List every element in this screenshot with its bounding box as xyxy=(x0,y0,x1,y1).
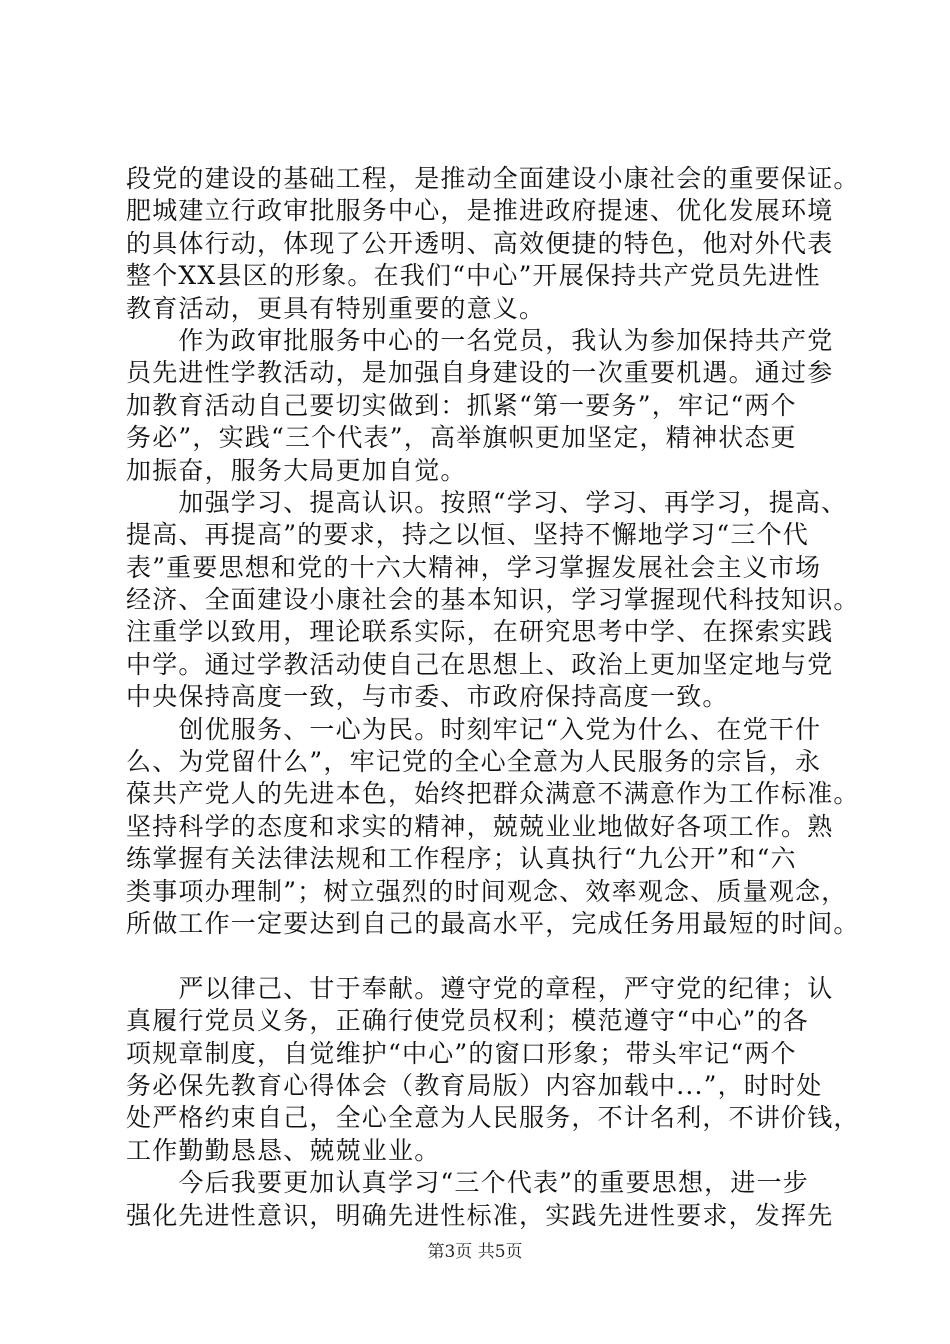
page-footer: 第3页 共5页 xyxy=(427,1242,523,1262)
text-line: 葆共产党人的先进本色，始终把群众满意不满意作为工作标准。 xyxy=(126,779,860,809)
text-line: 加教育活动自己要切实做到：抓紧“第一要务”，牢记“两个 xyxy=(126,390,797,420)
text-line: 强化先进性意识，明确先进性标准，实践先进性要求，发挥先 xyxy=(126,1200,834,1230)
paragraph-gap xyxy=(126,940,846,972)
text-line: 整个XX县区的形象。在我们“中心”开展保持共产党员先进性 xyxy=(126,261,821,291)
text-line: 创优服务、一心为民。时刻牢记“入党为什么、在党干什 xyxy=(126,714,822,744)
text-line: 注重学以致用，理论联系实际，在研究思考中学、在探索实践 xyxy=(126,617,834,647)
document-body xyxy=(126,163,860,1232)
text-line: 的具体行动，体现了公开透明、高效便捷的特色，他对外代表 xyxy=(126,228,834,258)
text-line: 员先进性学教活动，是加强自身建设的一次重要机遇。通过参 xyxy=(126,358,834,388)
text-line: 表”重要思想和党的十六大精神，学习掌握发展社会主义市场 xyxy=(126,552,822,582)
text-line: 处严格约束自己，全心全意为人民服务，不计名利，不讲价钱， xyxy=(126,1103,860,1133)
text-line: 肥城建立行政审批服务中心，是推进政府提速、优化发展环境 xyxy=(126,196,834,226)
text-line: 类事项办理制”；树立强烈的时间观念、效率观念、质量观念， xyxy=(126,876,848,906)
text-line: 段党的建设的基础工程，是推动全面建设小康社会的重要保证。 xyxy=(126,164,860,193)
text-line: 么、为党留什么”，牢记党的全心全意为人民服务的宗旨，永 xyxy=(126,747,822,777)
text-line: 加振奋，服务大局更加自觉。 xyxy=(126,455,467,485)
text-line: 坚持科学的态度和求实的精神，兢兢业业地做好各项工作。熟 xyxy=(126,811,834,841)
text-line: 作为政审批服务中心的一名党员，我认为参加保持共产党 xyxy=(126,325,834,355)
text-line: 中学。通过学教活动使自己在思想上、政治上更加坚定地与党 xyxy=(126,649,834,679)
text-line: 练掌握有关法律法规和工作程序；认真执行“九公开”和“六 xyxy=(126,844,797,874)
text-line: 今后我要更加认真学习“三个代表”的重要思想，进一步 xyxy=(126,1168,809,1198)
text-line: 务必保先教育心得体会（教育局版）内容加载中...”，时时处 xyxy=(126,1070,823,1100)
text-line: 项规章制度，自觉维护“中心”的窗口形象；带头牢记“两个 xyxy=(126,1038,797,1068)
text-line: 工作勤勤恳恳、兢兢业业。 xyxy=(126,1135,441,1165)
text-line: 中央保持高度一致，与市委、市政府保持高度一致。 xyxy=(126,682,729,712)
text-line: 提高、再提高”的要求，持之以恒、坚持不懈地学习“三个代 xyxy=(126,520,809,550)
text-line: 所做工作一定要达到自己的最高水平，完成任务用最短的时间。 xyxy=(126,908,860,938)
text-line: 真履行党员义务，正确行使党员权利；模范遵守“中心”的各 xyxy=(126,1006,809,1036)
text-line: 务必”，实践“三个代表”，高举旗帜更加坚定，精神状态更 xyxy=(126,423,797,453)
text-line: 严以律己、甘于奉献。遵守党的章程，严守党的纪律；认 xyxy=(126,973,834,1003)
text-line: 经济、全面建设小康社会的基本知识，学习掌握现代科技知识。 xyxy=(126,585,860,615)
text-line: 教育活动，更具有特别重要的意义。 xyxy=(126,293,546,323)
text-line: 加强学习、提高认识。按照“学习、学习、再学习，提高、 xyxy=(126,487,848,517)
